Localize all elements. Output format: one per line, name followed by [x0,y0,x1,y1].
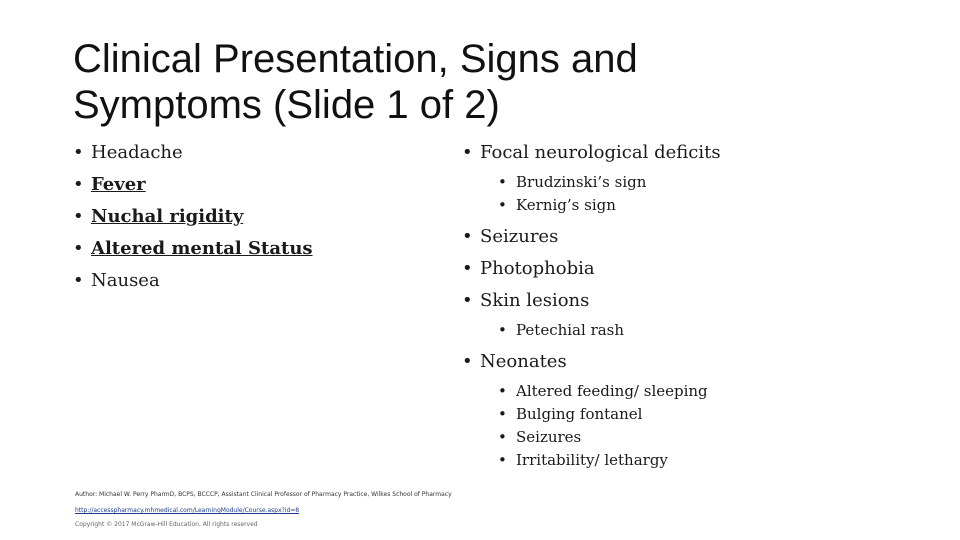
list-item-altered-mental-status [73,235,313,267]
list-item-seizures [462,223,721,255]
sub-item-seizures [498,426,721,449]
bullet-icon: • [73,142,84,163]
right-bullet-list [462,139,721,472]
list-item-label: Neonates [480,351,567,372]
sub-item-label: Brudzinski’s sign [516,173,647,191]
sub-item-altered-feeding [498,380,721,403]
list-item-label: Nausea [91,270,160,291]
sub-item-brudzinski [498,171,721,194]
bullet-icon: • [498,382,507,400]
sub-item-label: Bulging fontanel [516,405,643,423]
bullet-icon: • [73,206,84,227]
list-item-nuchal-rigidity [73,203,313,235]
bullet-icon: • [73,174,84,195]
list-item-label: Altered mental Status [91,238,313,259]
bullet-icon: • [498,451,507,469]
list-item-label: Focal neurological deficits [480,142,721,163]
footer-author: Author: Michael W. Perry PharmD, BCPS, BCCCP, Assistant Clinical Professor of Pharmacy Practice, Wilkes School of Pharmacy [75,491,452,498]
sub-item-label: Seizures [516,428,582,446]
sub-item-label: Petechial rash [516,321,625,339]
slide-title-line-2: Symptoms (Slide 1 of 2) [73,83,500,127]
bullet-icon: • [73,270,84,291]
list-item-fever [73,171,313,203]
bullet-icon: • [498,321,507,339]
list-item-label: Fever [91,174,146,195]
list-item-label: Headache [91,142,183,163]
bullet-icon: • [498,428,507,446]
sub-item-label: Irritability/ lethargy [516,451,668,469]
list-item-photophobia [462,255,721,287]
sub-item-label: Altered feeding/ sleeping [516,382,708,400]
slide-title [73,36,773,128]
bullet-icon: • [462,226,473,247]
list-item-label: Photophobia [480,258,595,279]
bullet-icon: • [462,258,473,279]
bullet-icon: • [462,351,473,372]
list-item-neonates [462,348,721,380]
slide-footer [75,490,452,530]
slide-title-line-1: Clinical Presentation, Signs and [73,37,638,81]
sub-item-irritability [498,449,721,472]
footer-copyright: Copyright © 2017 McGraw-Hill Education. All rights reserved [75,521,258,528]
bullet-icon: • [498,196,507,214]
list-item-skin-lesions [462,287,721,319]
sub-item-bulging-fontanel [498,403,721,426]
bullet-icon: • [73,238,84,259]
list-item-focal-deficits [462,139,721,171]
left-bullet-list [73,139,313,299]
list-item-nausea [73,267,313,299]
list-item-label: Skin lesions [480,290,590,311]
bullet-icon: • [498,405,507,423]
sub-item-kernig [498,194,721,217]
bullet-icon: • [462,142,473,163]
sub-item-label: Kernig’s sign [516,196,616,214]
list-item-label: Seizures [480,226,559,247]
bullet-icon: • [498,173,507,191]
list-item-label: Nuchal rigidity [91,206,244,227]
list-item-headache [73,139,313,171]
bullet-icon: • [462,290,473,311]
footer-source-link[interactable]: http://accesspharmacy.mhmedical.com/LearningModule/Course.aspx?id=8 [75,507,300,514]
sub-item-petechial-rash [498,319,721,342]
